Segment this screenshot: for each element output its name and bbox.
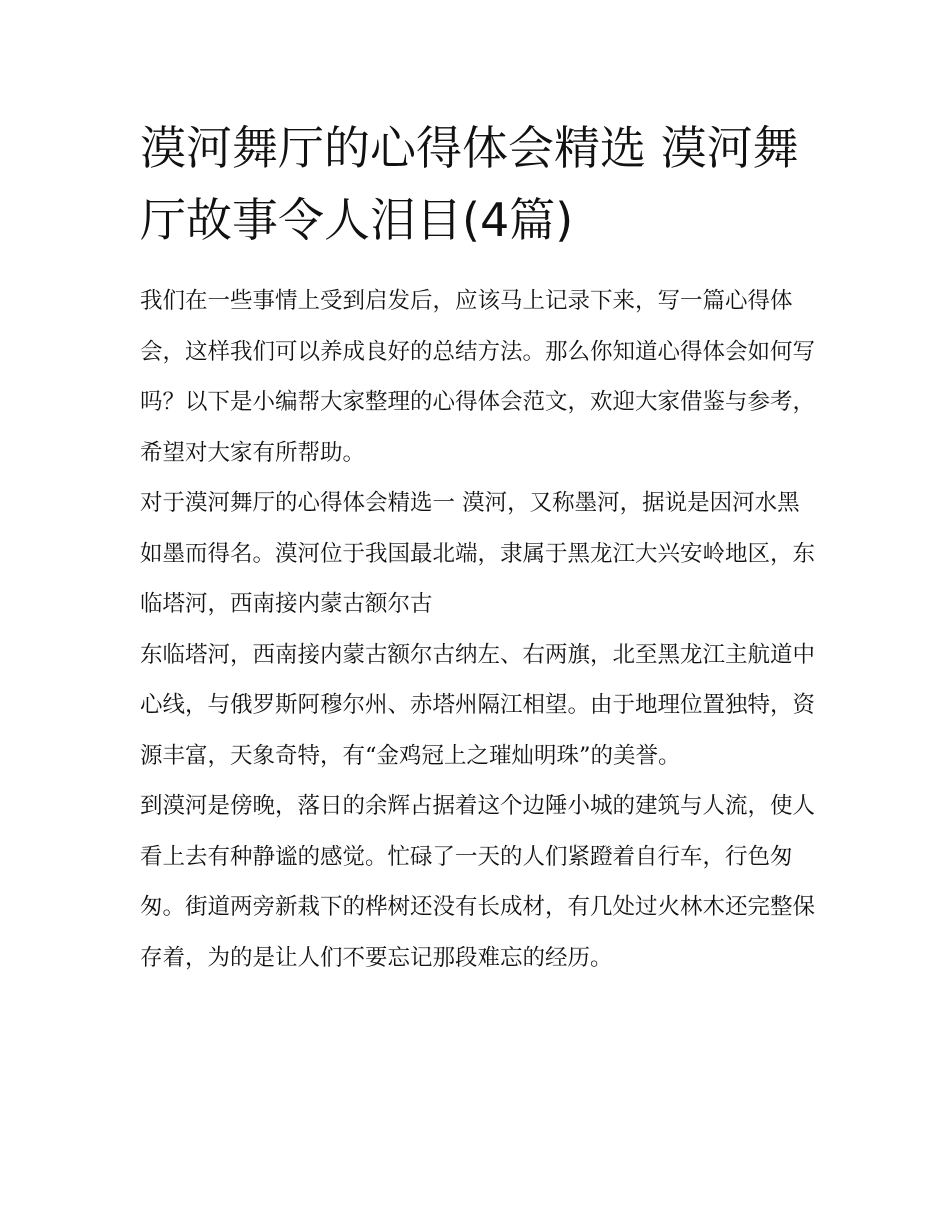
paragraph-mohe-location: 东临塔河，西南接内蒙古额尔古纳左、右两旗，北至黑龙江主航道中心线，与俄罗斯阿穆尔州、赤塔州隔江相望。由于地理位置独特，资源丰富，天象奇特，有“金鸡冠上之璀灿明珠”的美誉。: [140, 641, 816, 769]
paragraph-intro: 我们在一些事情上受到启发后，应该马上记录下来，写一篇心得体会，这样我们可以养成良好的总结方法。那么你知道心得体会如何写吗？以下是小编帮大家整理的心得体会范文，欢迎大家借鉴与参考，希望对大家有所帮助。: [140, 288, 816, 466]
document-content: [140, 112, 815, 983]
document-title: 漠河舞厅的心得体会精选 漠河舞厅故事令人泪目(4篇): [140, 121, 799, 247]
paragraph-mohe-intro: 对于漠河舞厅的心得体会精选一 漠河，又称墨河，据说是因河水黑如墨而得名。漠河位于我国最北端，隶属于黑龙江大兴安岭地区，东临塔河，西南接内蒙古额尔古: [140, 490, 816, 617]
paragraph-evening: 到漠河是傍晚，落日的余辉占据着这个边陲小城的建筑与人流，使人看上去有种静谧的感觉。忙碌了一天的人们紧蹬着自行车，行色匆匆。街道两旁新栽下的桦树还没有长成材，有几处过火林木还完整保存着，为的是让人们不要忘记那段难忘的经历。: [140, 793, 816, 971]
